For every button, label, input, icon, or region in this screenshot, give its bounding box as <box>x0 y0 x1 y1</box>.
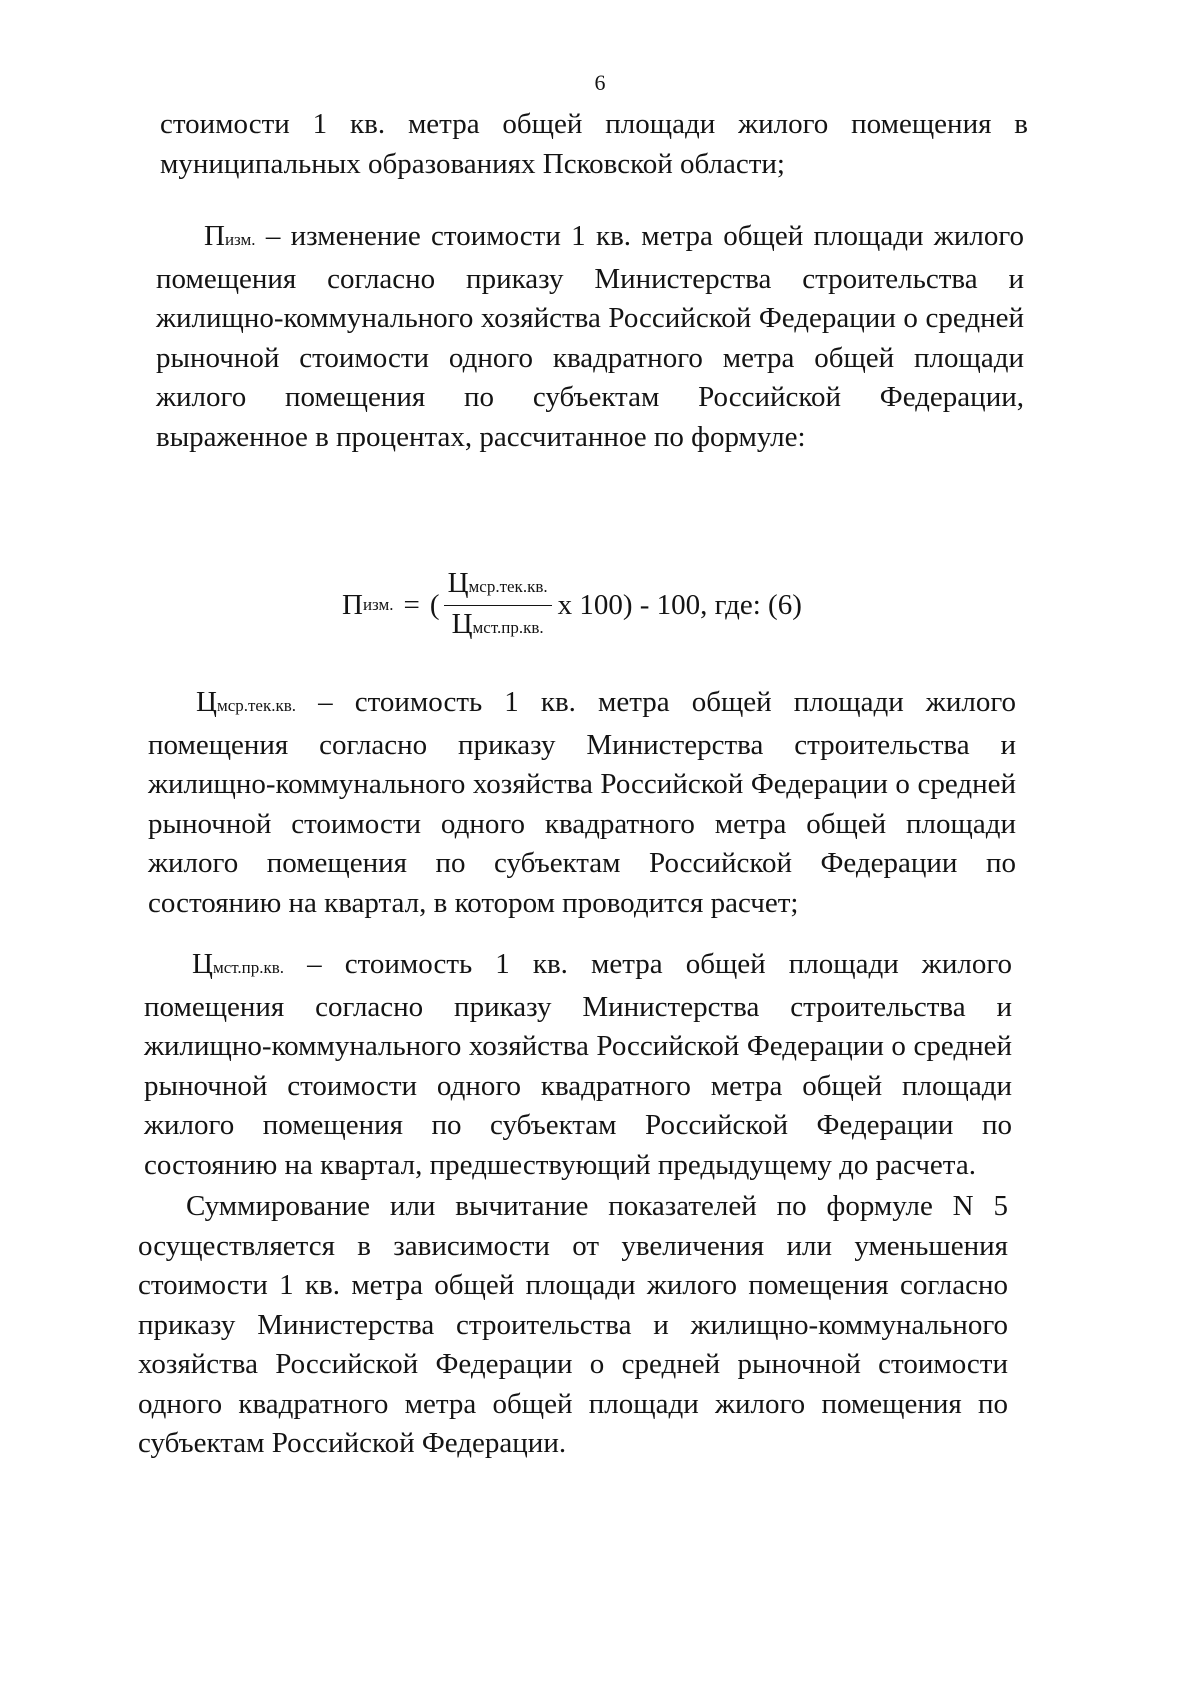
denominator-symbol: Ц <box>451 607 473 640</box>
symbol-subscript: мср.тек.кв. <box>216 696 297 715</box>
formula-lhs-subscript: изм. <box>362 595 394 614</box>
symbol-subscript: мст.пр.кв. <box>212 958 285 977</box>
paragraph-summation <box>138 1187 1008 1464</box>
definition-text: – стоимость 1 кв. метра общей площади жилого помещения согласно приказу Министерства строительства и жилищно-коммунального хозяйства Российской Федерации о средней рыночной стоимости одного квадратного метра общей площади жилого помещения по субъектам Российской Федерации по состоянию на квартал, предшествующий предыдущему до расчета. <box>144 948 1012 1181</box>
numerator-symbol: Ц <box>447 566 469 599</box>
formula-fraction <box>444 565 552 646</box>
formula-tail: х 100) - 100, где: (6) <box>557 588 802 621</box>
numerator-subscript: мср.тек.кв. <box>468 576 548 596</box>
denominator-subscript: мст.пр.кв. <box>472 617 544 637</box>
page-number: 6 <box>594 70 606 95</box>
definition-text: – изменение стоимости 1 кв. метра общей площади жилого помещения согласно приказу Министерства строительства и жилищно-коммунального хозяйства Российской Федерации о средней рыночной стоимости одного квадратного метра общей площади жилого помещения по субъектам Российской Федерации, выраженное в процентах, рассчитанное по формуле: <box>156 220 1024 453</box>
definition-p-izm <box>156 217 1024 457</box>
fraction-numerator <box>444 565 552 605</box>
definition-c-msr-tek <box>148 683 1016 923</box>
formula-6 <box>342 560 802 650</box>
paragraph-continuation <box>160 105 1028 184</box>
paragraph-text: стоимости 1 кв. метра общей площади жилого помещения в муниципальных образованиях Псковской области; <box>160 108 1028 180</box>
symbol-subscript: изм. <box>224 230 256 249</box>
definition-text: – стоимость 1 кв. метра общей площади жилого помещения согласно приказу Министерства строительства и жилищно-коммунального хозяйства Российской Федерации о средней рыночной стоимости одного квадратного метра общей площади жилого помещения по субъектам Российской Федерации по состоянию на квартал, в котором проводится расчет; <box>148 686 1016 919</box>
paragraph-text: Суммирование или вычитание показателей по формуле N 5 осуществляется в зависимости от увеличения или уменьшения стоимости 1 кв. метра общей площади жилого помещения согласно приказу Министерства строительства и жилищно-коммунального хозяйства Российской Федерации о средней рыночной стоимости одного квадратного метра общей площади жилого помещения по субъектам Российской Федерации. <box>138 1190 1008 1459</box>
definition-c-mst-pr <box>144 945 1012 1185</box>
formula-lhs-symbol: П <box>342 588 363 621</box>
fraction-denominator <box>448 606 548 646</box>
symbol-c: Ц <box>192 948 213 980</box>
symbol-c: Ц <box>196 686 217 718</box>
formula-equals: = <box>403 588 420 621</box>
formula-open-paren: ( <box>429 588 440 621</box>
symbol-p: П <box>204 220 225 252</box>
